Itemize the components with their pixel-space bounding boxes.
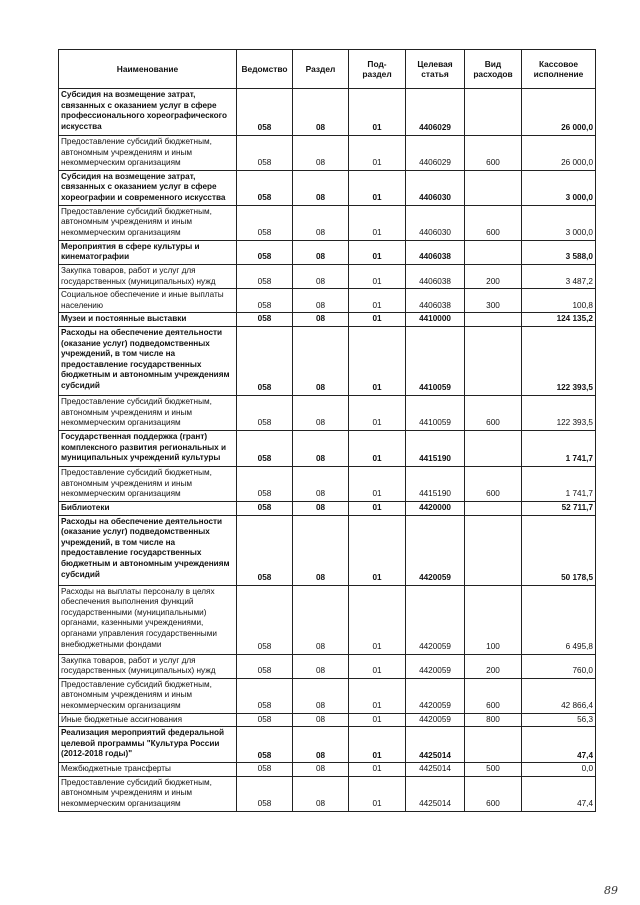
cell-dept: 058 <box>237 136 293 171</box>
cell-target: 4425014 <box>406 776 465 811</box>
cell-expense <box>465 501 522 515</box>
cell-name: Закупка товаров, работ и услуг для государственных (муниципальных) нужд <box>59 654 237 678</box>
cell-section: 08 <box>293 466 349 501</box>
cell-subsection: 01 <box>349 430 406 466</box>
table-row <box>59 326 596 395</box>
cell-amount: 3 487,2 <box>522 264 596 288</box>
header-target: Целевая статья <box>406 50 465 89</box>
cell-expense: 600 <box>465 678 522 713</box>
table-row <box>59 776 596 811</box>
cell-expense: 200 <box>465 264 522 288</box>
cell-amount: 1 741,7 <box>522 430 596 466</box>
cell-dept: 058 <box>237 501 293 515</box>
cell-name: Расходы на выплаты персоналу в целях обеспечения выполнения функций государственными (муниципальными) органами, казенными учреждениями, органами управления государственными внебюджетными фондами <box>59 585 237 654</box>
cell-subsection: 01 <box>349 501 406 515</box>
cell-section: 08 <box>293 240 349 264</box>
cell-name: Предоставление субсидий бюджетным, автономным учреждениям и иным некоммерческим организациям <box>59 136 237 171</box>
cell-section: 08 <box>293 515 349 585</box>
cell-target: 4420059 <box>406 515 465 585</box>
cell-amount: 26 000,0 <box>522 89 596 136</box>
cell-name: Расходы на обеспечение деятельности (оказание услуг) подведомственных учреждений, в том числе на предоставление государственных бюджетным и автономным учреждениям субсидий <box>59 326 237 395</box>
cell-subsection: 01 <box>349 763 406 777</box>
cell-name: Библиотеки <box>59 501 237 515</box>
cell-section: 08 <box>293 763 349 777</box>
cell-name: Предоставление субсидий бюджетным, автономным учреждениям и иным некоммерческим организациям <box>59 466 237 501</box>
cell-expense: 800 <box>465 713 522 727</box>
cell-name: Предоставление субсидий бюджетным, автономным учреждениям и иным некоммерческим организациям <box>59 395 237 430</box>
cell-section: 08 <box>293 654 349 678</box>
header-section: Раздел <box>293 50 349 89</box>
table-row <box>59 136 596 171</box>
cell-dept: 058 <box>237 654 293 678</box>
table-row <box>59 240 596 264</box>
cell-amount: 3 588,0 <box>522 240 596 264</box>
cell-name: Предоставление субсидий бюджетным, автономным учреждениям и иным некоммерческим организациям <box>59 678 237 713</box>
cell-name: Социальное обеспечение и иные выплаты населению <box>59 289 237 313</box>
cell-target: 4425014 <box>406 763 465 777</box>
cell-name: Предоставление субсидий бюджетным, автономным учреждениям и иным некоммерческим организациям <box>59 776 237 811</box>
table-row <box>59 289 596 313</box>
cell-dept: 058 <box>237 289 293 313</box>
cell-target: 4406029 <box>406 136 465 171</box>
cell-name: Мероприятия в сфере культуры и кинематографии <box>59 240 237 264</box>
cell-target: 4406038 <box>406 264 465 288</box>
page-number: 89 <box>604 884 618 897</box>
cell-expense: 600 <box>465 136 522 171</box>
cell-name: Музеи и постоянные выставки <box>59 313 237 327</box>
cell-expense <box>465 515 522 585</box>
header-dept: Ведомство <box>237 50 293 89</box>
cell-subsection: 01 <box>349 313 406 327</box>
cell-subsection: 01 <box>349 136 406 171</box>
header-subsection: Под- раздел <box>349 50 406 89</box>
cell-section: 08 <box>293 776 349 811</box>
cell-expense <box>465 326 522 395</box>
cell-section: 08 <box>293 713 349 727</box>
table-row <box>59 763 596 777</box>
cell-expense <box>465 313 522 327</box>
cell-dept: 058 <box>237 170 293 205</box>
cell-amount: 0,0 <box>522 763 596 777</box>
cell-subsection: 01 <box>349 326 406 395</box>
cell-dept: 058 <box>237 713 293 727</box>
cell-amount: 47,4 <box>522 776 596 811</box>
budget-execution-table <box>58 49 596 812</box>
cell-subsection: 01 <box>349 776 406 811</box>
cell-name: Государственная поддержка (грант) комплексного развития региональных и муниципальных учреждений культуры <box>59 430 237 466</box>
cell-name: Иные бюджетные ассигнования <box>59 713 237 727</box>
cell-expense: 600 <box>465 466 522 501</box>
cell-amount: 26 000,0 <box>522 136 596 171</box>
table-row <box>59 89 596 136</box>
header-amount: Кассовое исполнение <box>522 50 596 89</box>
table-row <box>59 515 596 585</box>
budget-table-sheet <box>58 49 596 812</box>
cell-section: 08 <box>293 313 349 327</box>
table-row <box>59 727 596 763</box>
cell-dept: 058 <box>237 395 293 430</box>
cell-target: 4425014 <box>406 727 465 763</box>
cell-section: 08 <box>293 136 349 171</box>
cell-target: 4420059 <box>406 678 465 713</box>
table-row <box>59 395 596 430</box>
cell-amount: 124 135,2 <box>522 313 596 327</box>
cell-amount: 3 000,0 <box>522 170 596 205</box>
cell-amount: 760,0 <box>522 654 596 678</box>
cell-amount: 52 711,7 <box>522 501 596 515</box>
cell-amount: 47,4 <box>522 727 596 763</box>
cell-expense: 500 <box>465 763 522 777</box>
cell-section: 08 <box>293 89 349 136</box>
cell-section: 08 <box>293 170 349 205</box>
cell-subsection: 01 <box>349 289 406 313</box>
cell-subsection: 01 <box>349 240 406 264</box>
cell-amount: 3 000,0 <box>522 205 596 240</box>
cell-name: Закупка товаров, работ и услуг для государственных (муниципальных) нужд <box>59 264 237 288</box>
cell-expense: 600 <box>465 395 522 430</box>
cell-amount: 6 495,8 <box>522 585 596 654</box>
cell-section: 08 <box>293 395 349 430</box>
cell-dept: 058 <box>237 89 293 136</box>
cell-name: Межбюджетные трансферты <box>59 763 237 777</box>
cell-dept: 058 <box>237 313 293 327</box>
cell-target: 4406038 <box>406 240 465 264</box>
cell-amount: 122 393,5 <box>522 326 596 395</box>
cell-dept: 058 <box>237 466 293 501</box>
cell-subsection: 01 <box>349 264 406 288</box>
cell-amount: 50 178,5 <box>522 515 596 585</box>
table-header-row <box>59 50 596 89</box>
cell-expense: 200 <box>465 654 522 678</box>
cell-expense: 600 <box>465 205 522 240</box>
cell-target: 4420059 <box>406 713 465 727</box>
cell-dept: 058 <box>237 264 293 288</box>
table-row <box>59 654 596 678</box>
cell-target: 4406029 <box>406 89 465 136</box>
header-expense: Вид расходов <box>465 50 522 89</box>
cell-target: 4420000 <box>406 501 465 515</box>
cell-section: 08 <box>293 501 349 515</box>
cell-name: Субсидия на возмещение затрат, связанных с оказанием услуг в сфере хореографии и современного искусства <box>59 170 237 205</box>
cell-section: 08 <box>293 326 349 395</box>
table-row <box>59 313 596 327</box>
cell-target: 4406030 <box>406 205 465 240</box>
cell-target: 4415190 <box>406 466 465 501</box>
cell-dept: 058 <box>237 205 293 240</box>
cell-section: 08 <box>293 585 349 654</box>
cell-expense: 100 <box>465 585 522 654</box>
cell-dept: 058 <box>237 678 293 713</box>
cell-dept: 058 <box>237 240 293 264</box>
cell-subsection: 01 <box>349 678 406 713</box>
cell-section: 08 <box>293 264 349 288</box>
cell-dept: 058 <box>237 326 293 395</box>
cell-section: 08 <box>293 678 349 713</box>
table-row <box>59 170 596 205</box>
cell-target: 4410059 <box>406 395 465 430</box>
cell-target: 4406038 <box>406 289 465 313</box>
cell-target: 4410000 <box>406 313 465 327</box>
cell-amount: 122 393,5 <box>522 395 596 430</box>
table-row <box>59 264 596 288</box>
cell-section: 08 <box>293 430 349 466</box>
table-body <box>59 89 596 812</box>
table-row <box>59 501 596 515</box>
cell-target: 4406030 <box>406 170 465 205</box>
cell-subsection: 01 <box>349 395 406 430</box>
cell-amount: 100,8 <box>522 289 596 313</box>
cell-name: Реализация мероприятий федеральной целевой программы "Культура России (2012-2018 годы)" <box>59 727 237 763</box>
cell-subsection: 01 <box>349 515 406 585</box>
cell-target: 4410059 <box>406 326 465 395</box>
cell-dept: 058 <box>237 430 293 466</box>
cell-expense <box>465 240 522 264</box>
cell-subsection: 01 <box>349 713 406 727</box>
cell-subsection: 01 <box>349 466 406 501</box>
table-row <box>59 205 596 240</box>
cell-dept: 058 <box>237 763 293 777</box>
cell-dept: 058 <box>237 727 293 763</box>
cell-subsection: 01 <box>349 654 406 678</box>
cell-expense: 600 <box>465 776 522 811</box>
table-row <box>59 678 596 713</box>
cell-name: Субсидия на возмещение затрат, связанных с оказанием услуг в сфере профессионального хореографического искусства <box>59 89 237 136</box>
cell-amount: 56,3 <box>522 713 596 727</box>
cell-section: 08 <box>293 289 349 313</box>
cell-subsection: 01 <box>349 205 406 240</box>
cell-subsection: 01 <box>349 585 406 654</box>
cell-dept: 058 <box>237 776 293 811</box>
header-name: Наименование <box>59 50 237 89</box>
cell-expense <box>465 430 522 466</box>
cell-target: 4415190 <box>406 430 465 466</box>
cell-name: Расходы на обеспечение деятельности (оказание услуг) подведомственных учреждений, в том числе на предоставление государственных бюджетным и автономным учреждениям субсидий <box>59 515 237 585</box>
cell-name: Предоставление субсидий бюджетным, автономным учреждениям и иным некоммерческим организациям <box>59 205 237 240</box>
cell-amount: 1 741,7 <box>522 466 596 501</box>
cell-expense: 300 <box>465 289 522 313</box>
cell-expense <box>465 170 522 205</box>
cell-dept: 058 <box>237 515 293 585</box>
table-row <box>59 430 596 466</box>
cell-subsection: 01 <box>349 89 406 136</box>
table-row <box>59 713 596 727</box>
cell-target: 4420059 <box>406 585 465 654</box>
cell-section: 08 <box>293 727 349 763</box>
table-row <box>59 585 596 654</box>
cell-dept: 058 <box>237 585 293 654</box>
cell-amount: 42 866,4 <box>522 678 596 713</box>
cell-subsection: 01 <box>349 727 406 763</box>
cell-expense <box>465 727 522 763</box>
cell-expense <box>465 89 522 136</box>
cell-section: 08 <box>293 205 349 240</box>
cell-target: 4420059 <box>406 654 465 678</box>
cell-subsection: 01 <box>349 170 406 205</box>
table-row <box>59 466 596 501</box>
